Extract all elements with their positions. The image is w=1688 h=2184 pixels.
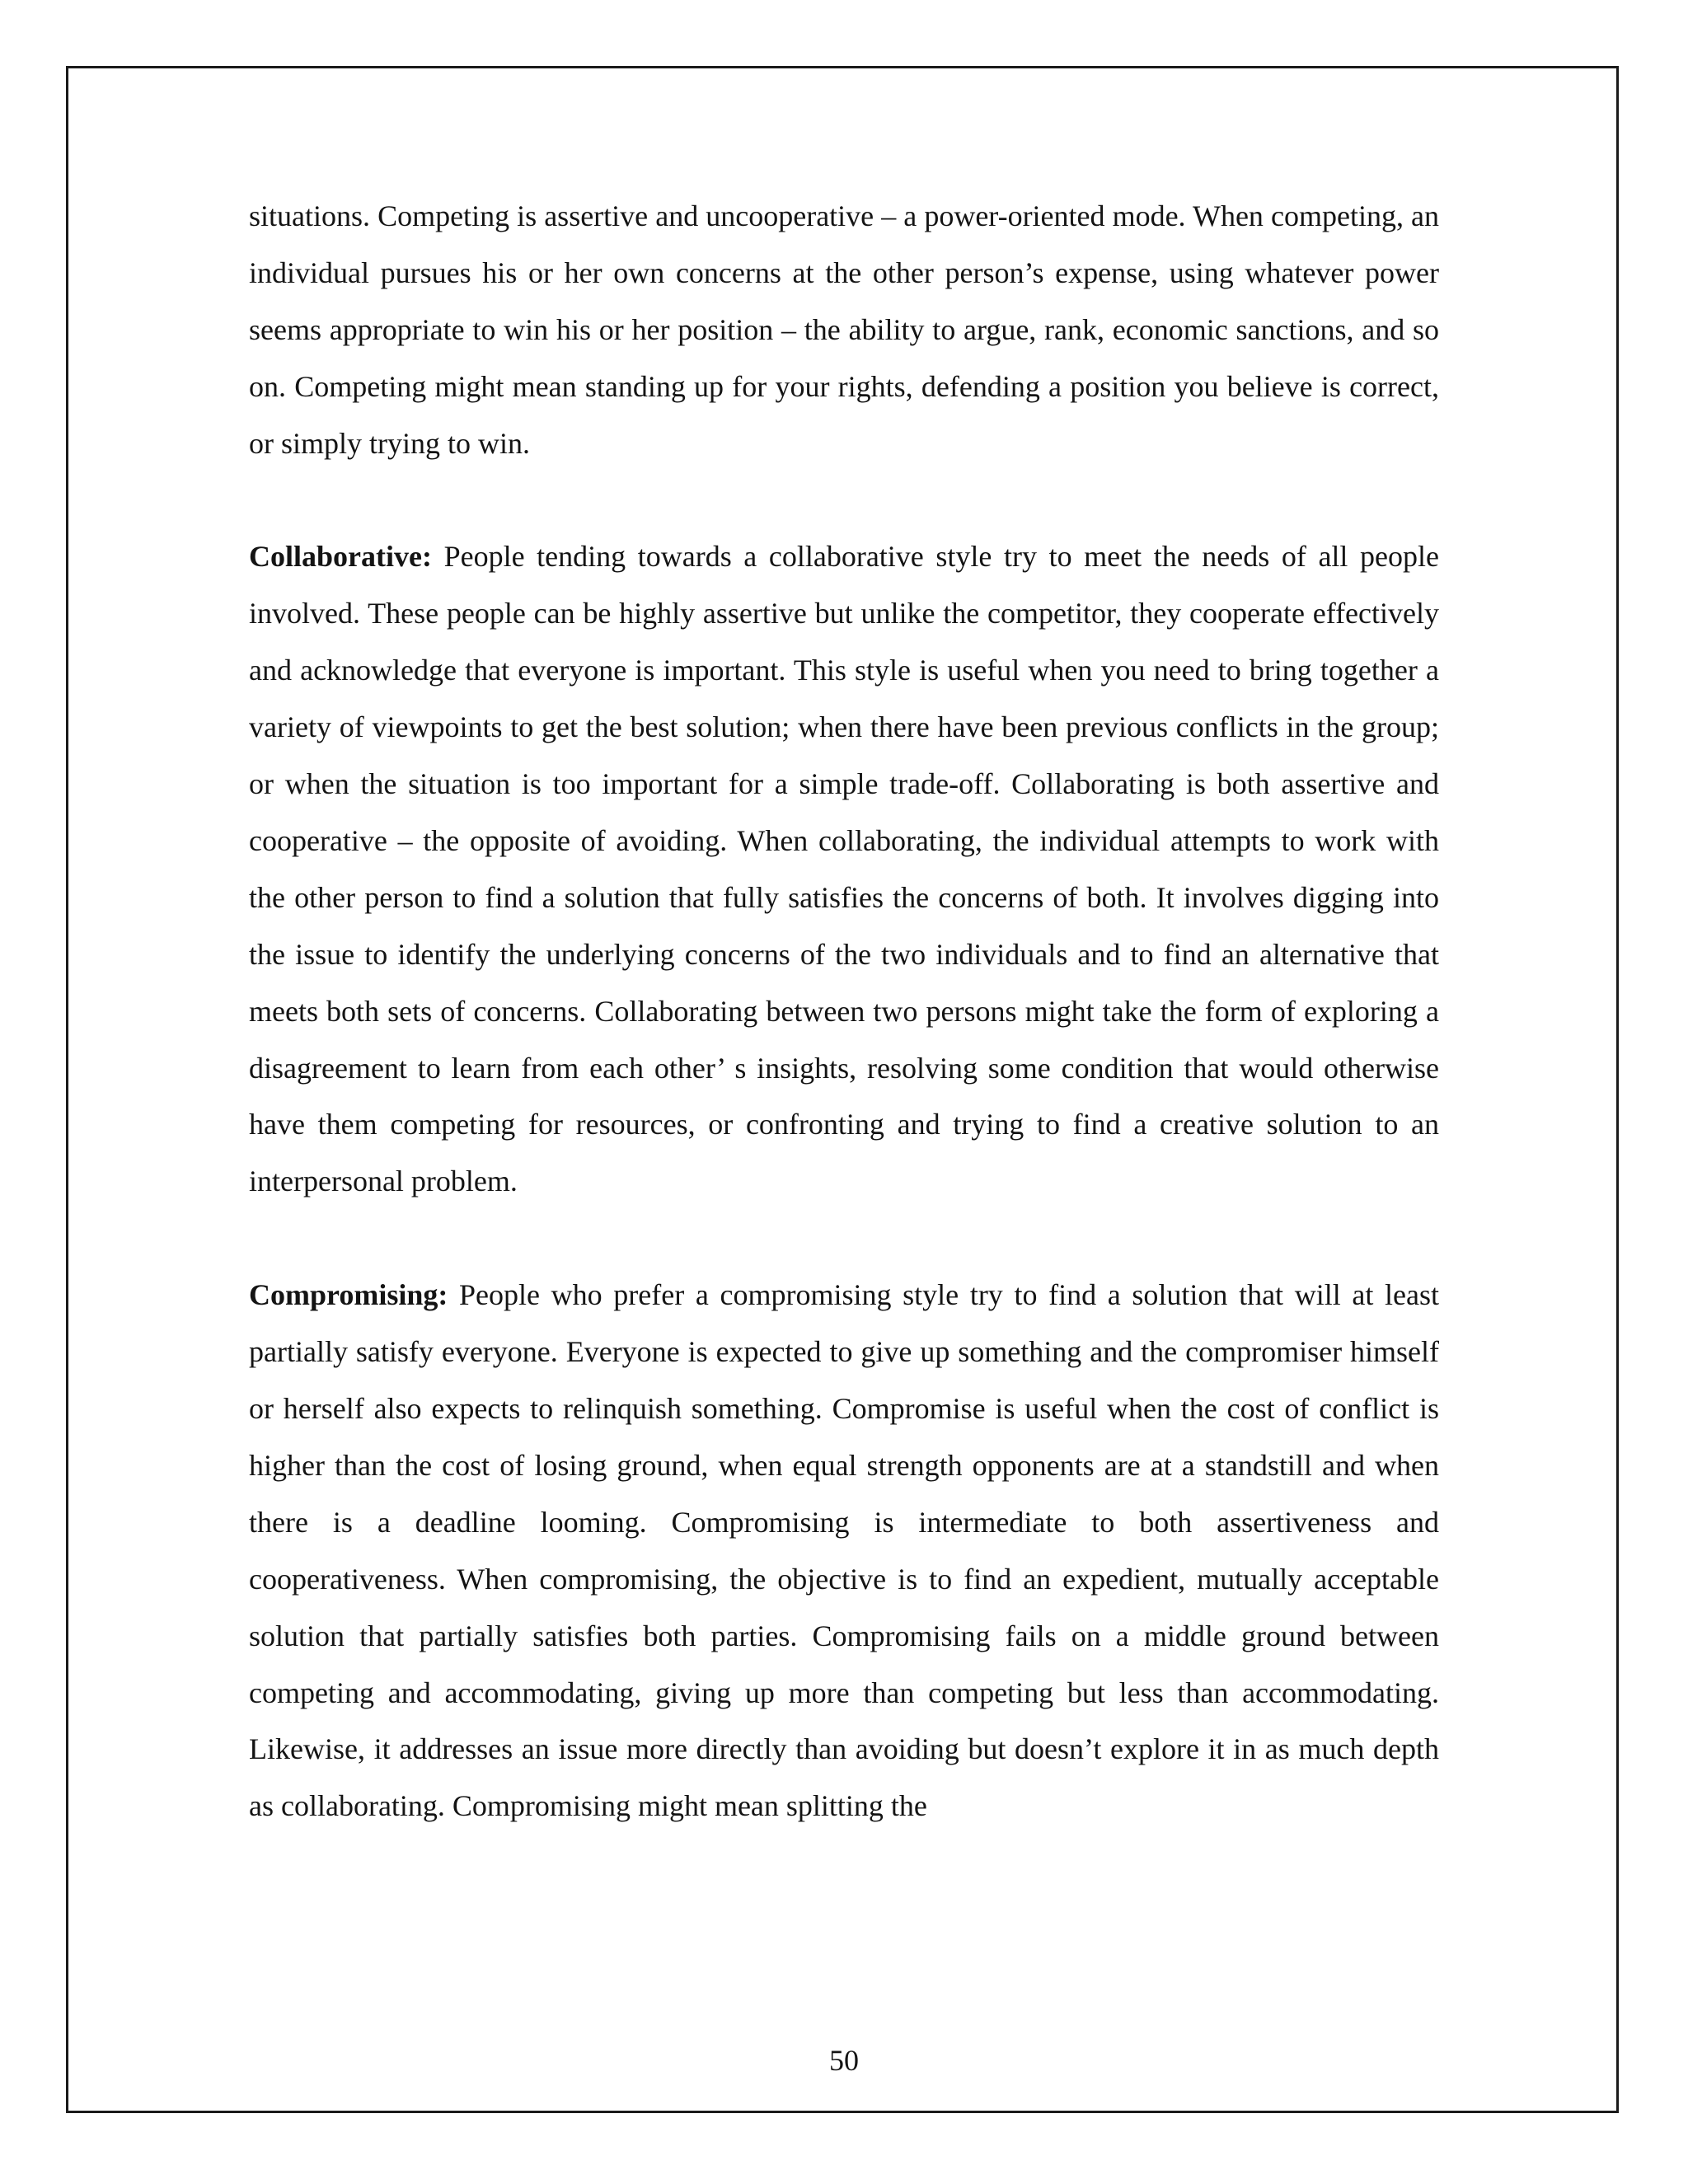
paragraph-text: People who prefer a compromising style try to find a solution that will at least partially satisfy everyone. Everyone is expected to give up something and the compromiser himself or herself also expects to relinquish something. Compromise is useful when the cost of conflict is higher than the cost of losing ground, when equal strength opponents are at a standstill and when there is a deadline looming. Compromising is intermediate to both assertiveness and cooperativeness. When compromising, the objective is to find an expedient, mutually acceptable solution that partially satisfies both parties. Compromising fails on a middle ground between competing and accommodating, giving up more than competing but less than accommodating. Likewise, it addresses an issue more directly than avoiding but doesn’t explore it in as much depth as collaborating. Compromising might mean splitting the: [249, 1278, 1439, 1823]
page-body: [249, 188, 1439, 1835]
paragraph-heading-compromising: Compromising:: [249, 1278, 448, 1312]
page-number: 50: [829, 2044, 859, 2077]
paragraph-collaborative: [249, 528, 1439, 1210]
paragraph-heading-collaborative: Collaborative:: [249, 540, 432, 574]
paragraph-compromising: [249, 1267, 1439, 1835]
paragraph-competing-continued: [249, 188, 1439, 472]
paragraph-text: People tending towards a collaborative style try to meet the needs of all people involved. These people can be highly assertive but unlike the competitor, they cooperate effectively and acknowledge that everyone is important. This style is useful when you need to bring together a variety of viewpoints to get the best solution; when there have been previous conflicts in the group; or when the situation is too important for a simple trade-off. Collaborating is both assertive and cooperative – the opposite of avoiding. When collaborating, the individual attempts to work with the other person to find a solution that fully satisfies the concerns of both. It involves digging into the issue to identify the underlying concerns of the two individuals and to find an alternative that meets both sets of concerns. Collaborating between two persons might take the form of exploring a disagreement to learn from each other’ s insights, resolving some condition that would otherwise have them competing for resources, or confronting and trying to find a creative solution to an interpersonal problem.: [249, 540, 1439, 1198]
paragraph-text: situations. Competing is assertive and uncooperative – a power-oriented mode. When competing, an individual pursues his or her own concerns at the other person’s expense, using whatever power seems appropriate to win his or her position – the ability to argue, rank, economic sanctions, and so on. Competing might mean standing up for your rights, defending a position you believe is correct, or simply trying to win.: [249, 199, 1439, 460]
